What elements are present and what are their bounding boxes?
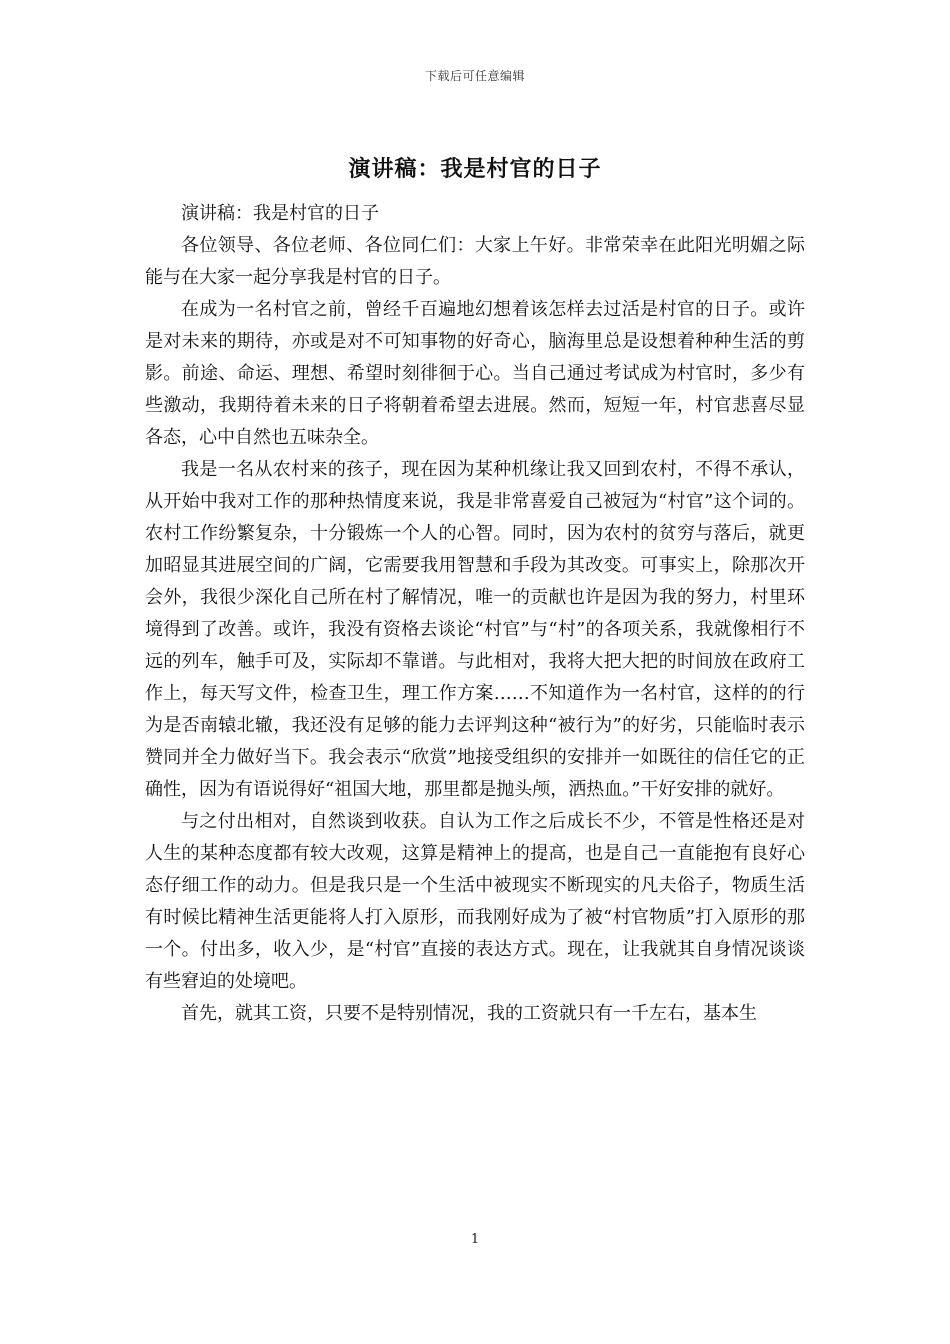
paragraph: 我是一名从农村来的孩子，现在因为某种机缘让我又回到农村，不得不承认，从开始中我对工作的那种热情度来说，我是非常喜爱自己被冠为“村官”这个词的。农村工作纷繁复杂，十分锻炼一个人的心智。同时，因为农村的贫穷与落后，就更加昭显其进展空间的广阔，它需要我用智慧和手段为其改变。可事实上，除那次开会外，我很少深化自己所在村了解情况，唯一的贡献也许是因为我的努力，村里环境得到了改善。或许，我没有资格去谈论“村官”与“村”的各项关系，我就像相行不远的列车，触手可及，实际却不靠谱。与此相对，我将大把大把的时间放在政府工作上，每天写文件，检查卫生，理工作方案……不知道作为一名村官，这样的的行为是否南辕北辙，我还没有足够的能力去评判这种“被行为”的好劣，只能临时表示赞同并全力做好当下。我会表示“欣赏”地接受组织的安排并一如既往的信任它的正确性，因为有语说得好“祖国大地，那里都是抛头颅，洒热血。”干好安排的就好。: [145, 459, 805, 800]
paragraph-subtitle: 演讲稿：我是村官的日子: [181, 203, 379, 224]
paragraph: 与之付出相对，自然谈到收获。自认为工作之后成长不少，不管是性格还是对人生的某种态度都有较大改观，这算是精神上的提高，也是自己一直能抱有良好心态仔细工作的动力。但是我只是一个生活中被现实不断现实的凡夫俗子，物质生活有时候比精神生活更能将人打入原形，而我刚好成为了被“村官物质”打入原形的那一个。付出多，收入少，是“村官”直接的表达方式。现在，让我就其自身情况谈谈有些窘迫的处境吧。: [145, 811, 805, 992]
page-number: 1: [470, 1232, 480, 1247]
header-note: 下载后可任意编辑: [424, 69, 525, 83]
paragraph: 在成为一名村官之前，曾经千百遍地幻想着该怎样去过活是村官的日子。或许是对未来的期待，亦或是对不可知事物的好奇心，脑海里总是设想着种种生活的剪影。前途、命运、理想、希望时刻徘徊于心。当自己通过考试成为村官时，多少有些激动，我期待着未来的日子将朝着希望去进展。然而，短短一年，村官悲喜尽显各态，心中自然也五味杂全。: [145, 299, 805, 448]
document-title: 演讲稿：我是村官的日子: [348, 157, 602, 182]
paragraph: 首先，就其工资，只要不是特别情况，我的工资就只有一千左右，基本生: [181, 1003, 757, 1024]
paragraph-greeting: 各位领导、各位老师、各位同仁们：大家上午好。非常荣幸在此阳光明媚之际能与在大家一起分享我是村官的日子。: [145, 235, 805, 288]
document-body: [145, 198, 805, 1030]
